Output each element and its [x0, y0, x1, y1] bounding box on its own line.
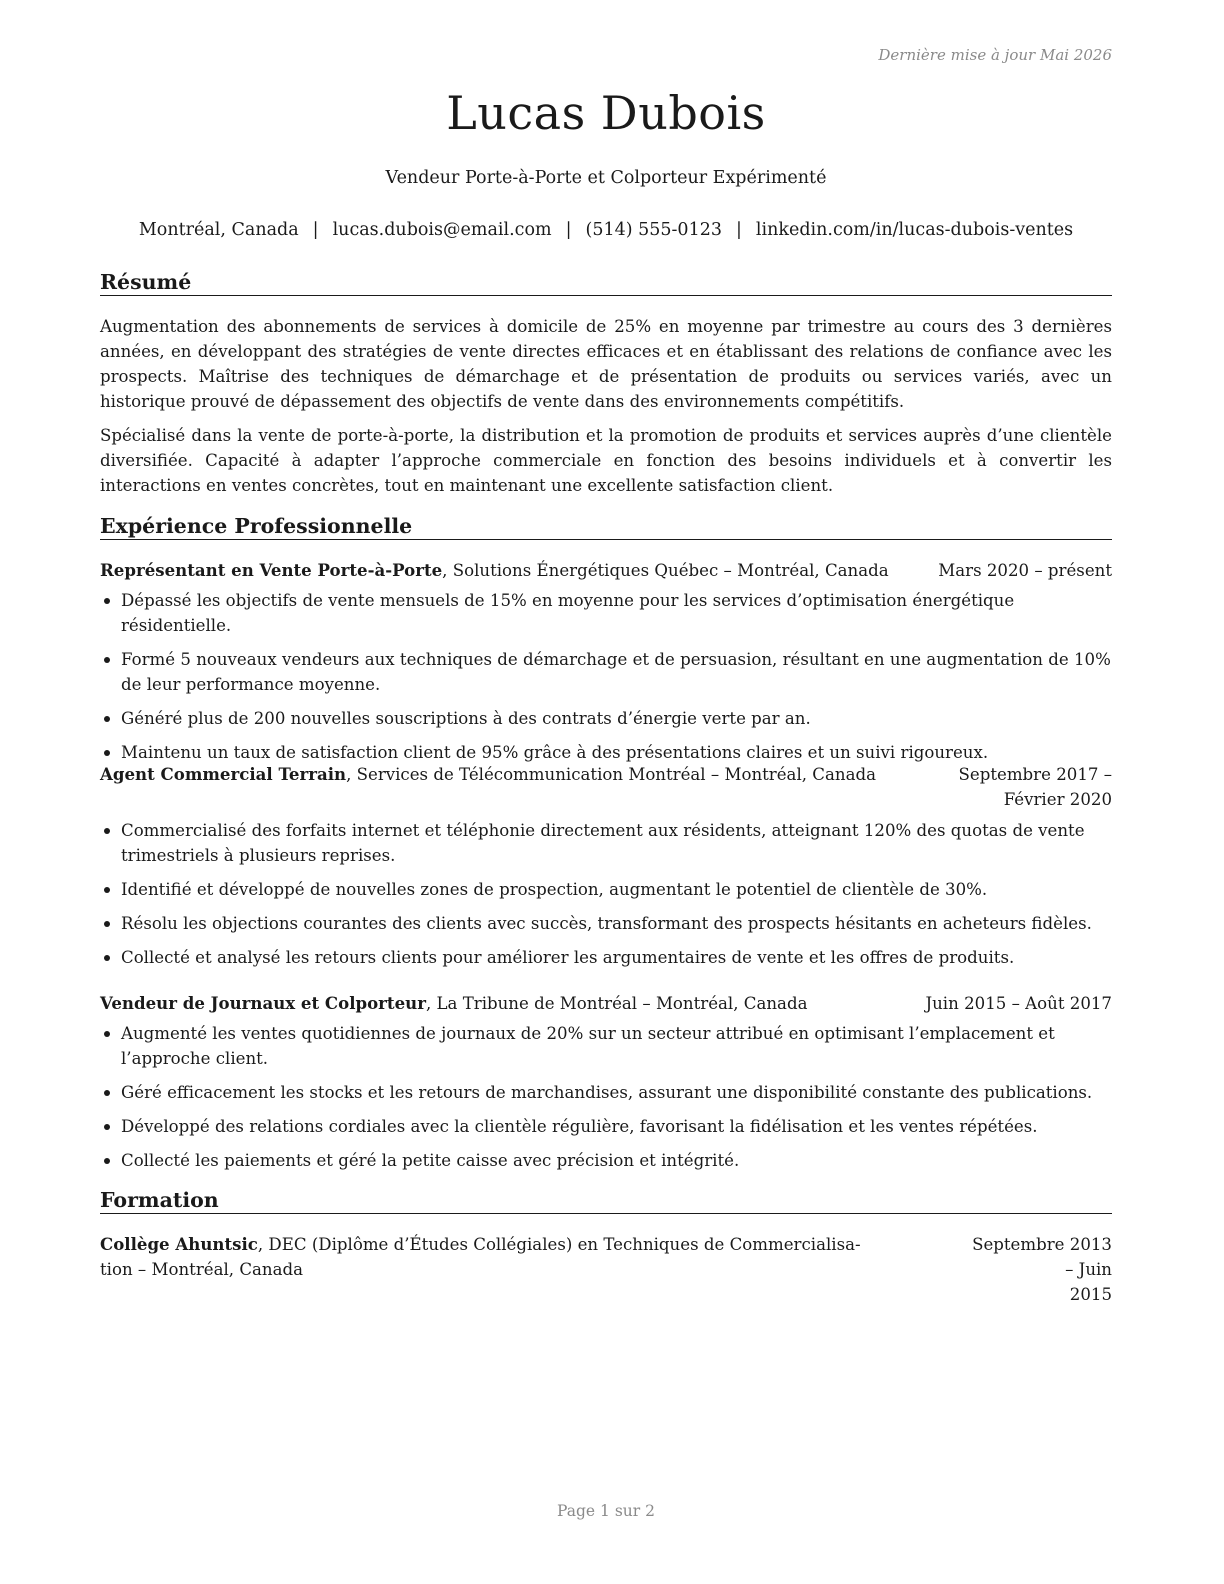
degree-continued: tion – Montréal, Canada [100, 1260, 304, 1279]
bullet-icon [104, 598, 110, 604]
job-title: Représentant en Vente Porte-à-Porte [100, 560, 443, 580]
bullet-icon [104, 1124, 110, 1130]
bullet-text: Résolu les objections courantes des clients avec succès, transformant des prospects hésitants en acheteurs fidèles. [121, 914, 1092, 933]
job-company: , Solutions Énergétiques Québec – Montréal, Canada [442, 561, 889, 580]
bullet-icon [104, 828, 110, 834]
bullet-icon [104, 750, 110, 756]
resume-page [100, 0, 1112, 1584]
bullet-text: Augmenté les ventes quotidiennes de journaux de 20% sur un secteur attribué en optimisant l’emplacement et l’approche client. [121, 1024, 1055, 1068]
job-dates: Septembre 2017 – Février 2020 [958, 765, 1112, 809]
bullet-icon [104, 1158, 110, 1164]
page-number: Page 1 sur 2 [557, 1502, 655, 1520]
bullet-icon [104, 657, 110, 663]
list-item [100, 945, 1116, 970]
list-item [100, 877, 1116, 902]
education-dates-line: Septembre 2013 – Juin [972, 1235, 1112, 1279]
summary-paragraph: Augmentation des abonnements de services à domicile de 25% en moyenne par trimestre au cours des 3 dernières années, en développant des stratégies de vente directes efficaces et en établissant des relations de confiance avec les prospects. Maîtrise des techniques de démarchage et de présentation de produits ou services variés, avec un historique prouvé de dépassement des objectifs de vente dans des environnements compétitifs. [100, 317, 1112, 411]
section-title-education: Formation [100, 1188, 1112, 1214]
education-entry [100, 1232, 1112, 1304]
bullet-icon [104, 716, 110, 722]
section-title-experience: Expérience Professionnelle [100, 514, 1112, 540]
contact-separator: | [565, 220, 572, 240]
candidate-headline: Vendeur Porte-à-Porte et Colporteur Expérimenté [385, 168, 827, 188]
bullet-text: Formé 5 nouveaux vendeurs aux techniques de démarchage et de persuasion, résultant en une augmentation de 10% de leur performance moyenne. [121, 650, 1111, 694]
list-item [100, 706, 1116, 731]
list-item [100, 647, 1116, 697]
contact-line [100, 220, 1112, 240]
bullet-text: Collecté et analysé les retours clients pour améliorer les argumentaires de vente et les offres de produits. [121, 948, 1015, 967]
contact-separator: | [735, 220, 742, 240]
list-item [100, 818, 1116, 868]
bullet-text: Identifié et développé de nouvelles zones de prospection, augmentant le potentiel de clientèle de 30%. [121, 880, 988, 899]
bullet-icon [104, 955, 110, 961]
contact-email[interactable]: lucas.dubois@email.com [332, 220, 552, 240]
contact-separator: | [312, 220, 319, 240]
job-dates: Mars 2020 – présent [938, 561, 1112, 580]
contact-location: Montréal, Canada [138, 220, 299, 240]
list-item [100, 1080, 1116, 1105]
list-item [100, 1114, 1116, 1139]
education-dates-line: 2015 [1069, 1285, 1112, 1304]
contact-linkedin[interactable]: linkedin.com/in/lucas-dubois-ventes [755, 220, 1074, 240]
education-line [100, 1232, 980, 1257]
bullet-icon [104, 1031, 110, 1037]
bullet-icon [104, 1090, 110, 1096]
job-company: , Services de Télécommunication Montréal – Montréal, Canada [346, 765, 876, 784]
bullet-text: Dépassé les objectifs de vente mensuels de 15% en moyenne pour les services d’optimisation énergétique résidentielle. [121, 591, 1015, 635]
job-bullets [100, 1021, 1116, 1182]
bullet-text: Commercialisé des forfaits internet et téléphonie directement aux résidents, atteignant 120% des quotas de vente trimestriels à plusieurs reprises. [121, 821, 1085, 865]
school-name: Collège Ahuntsic [100, 1234, 258, 1254]
last-updated: Dernière mise à jour Mai 2026 [878, 46, 1112, 64]
job-bullets [100, 818, 1116, 979]
job-header [100, 991, 1112, 1016]
job-bullets [100, 588, 1116, 774]
education-dates [962, 1232, 1112, 1307]
job-dates: Juin 2015 – Août 2017 [925, 994, 1112, 1013]
job-header [100, 762, 1112, 809]
job-company: , La Tribune de Montréal – Montréal, Canada [425, 994, 808, 1013]
bullet-text: Géré efficacement les stocks et les retours de marchandises, assurant une disponibilité constante des publications. [121, 1083, 1093, 1102]
bullet-text: Collecté les paiements et géré la petite caisse avec précision et intégrité. [121, 1151, 740, 1170]
bullet-icon [104, 887, 110, 893]
bullet-text: Maintenu un taux de satisfaction client de 95% grâce à des présentations claires et un suivi rigoureux. [121, 743, 989, 762]
bullet-icon [104, 921, 110, 927]
contact-phone[interactable]: (514) 555-0123 [585, 220, 722, 240]
job-title: Agent Commercial Terrain [100, 764, 347, 784]
candidate-name: Lucas Dubois [446, 86, 766, 140]
bullet-text: Généré plus de 200 nouvelles souscriptions à des contrats d’énergie verte par an. [121, 709, 811, 728]
summary-paragraph: Spécialisé dans la vente de porte-à-porte, la distribution et la promotion de produits et services auprès d’une clientèle diversifiée. Capacité à adapter l’approche commerciale en fonction des besoins individuels et à convertir les interactions en ventes concrètes, tout en maintenant une excellente satisfaction client. [100, 426, 1112, 495]
job-header [100, 558, 1112, 583]
list-item [100, 1021, 1116, 1071]
bullet-text: Développé des relations cordiales avec la clientèle régulière, favorisant la fidélisation et les ventes répétées. [121, 1117, 1038, 1136]
job-title: Vendeur de Journaux et Colporteur [100, 993, 426, 1013]
list-item [100, 1148, 1116, 1173]
section-title-summary: Résumé [100, 270, 1112, 296]
list-item [100, 588, 1116, 638]
list-item [100, 911, 1116, 936]
degree: , DEC (Diplôme d’Études Collégiales) en Techniques de Commercialisa- [257, 1235, 861, 1254]
